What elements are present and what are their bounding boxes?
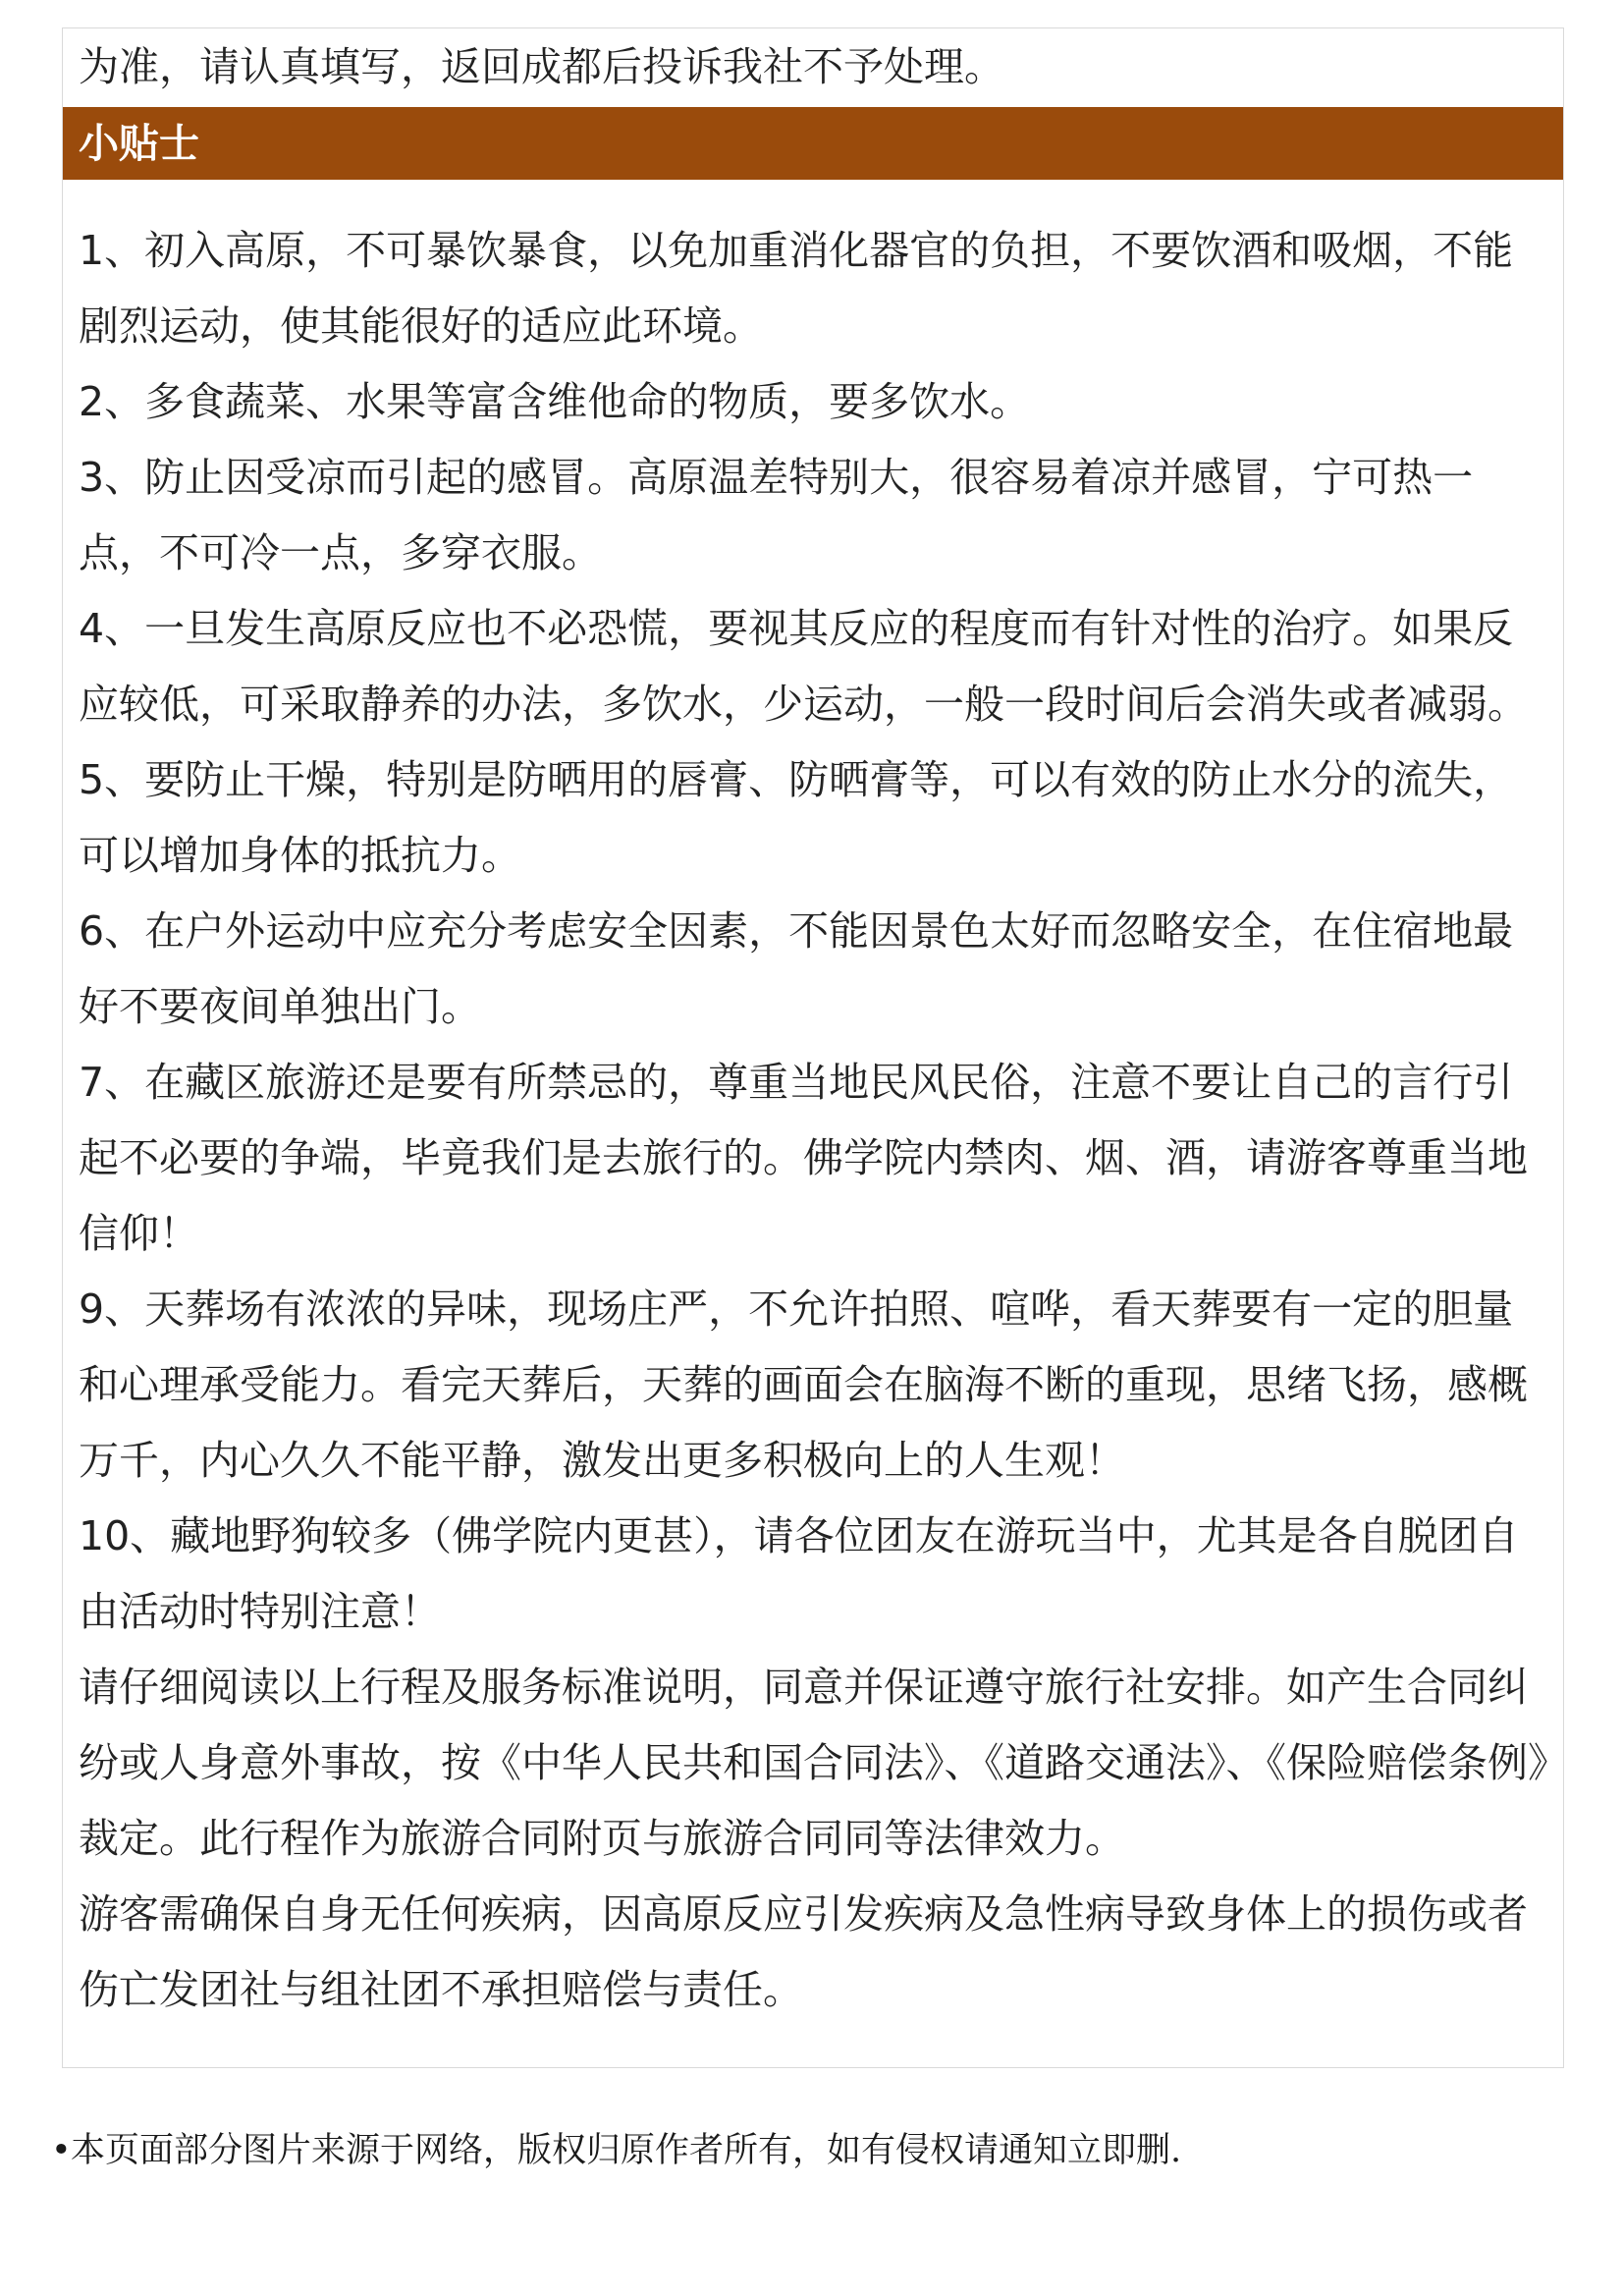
tip-item: 6、在户外运动中应充分考虑安全因素，不能因景色太好而忽略安全，在住宿地最好不要夜间单独出门。 bbox=[79, 907, 1514, 1030]
tip-item: 3、防止因受凉而引起的感冒。高原温差特别大，很容易着凉并感冒，宁可热一点，不可冷一点，多穿衣服。 bbox=[79, 454, 1474, 576]
tip-item: 2、多食蔬菜、水果等富含维他命的物质，要多饮水。 bbox=[79, 378, 1031, 425]
copyright-footnote bbox=[51, 2129, 1181, 2172]
footnote-text: 本页面部分图片来源于网络，版权归原作者所有，如有侵权请通知立即删. bbox=[71, 2131, 1182, 2170]
tip-item: 4、一旦发生高原反应也不必恐慌，要视其反应的程度而有针对性的治疗。如果反应较低，可采取静养的办法，多饮水，少运动，一般一段时间后会消失或者减弱。 bbox=[79, 605, 1528, 728]
tip-item: 1、初入高原，不可暴饮暴食，以免加重消化器官的负担，不要饮酒和吸烟，不能剧烈运动，使其能很好的适应此环境。 bbox=[79, 227, 1514, 350]
liability-paragraph: 游客需确保自身无任何疾病，因高原反应引发疾病及急性病导致身体上的损伤或者伤亡发团社与组社团不承担赔偿与责任。 bbox=[79, 1890, 1528, 2013]
tip-item: 10、藏地野狗较多（佛学院内更甚），请各位团友在游玩当中，尤其是各自脱团自由活动时特别注意！ bbox=[79, 1512, 1519, 1635]
document-box bbox=[62, 27, 1564, 2068]
section-header-tips: 小贴士 bbox=[63, 107, 1563, 180]
agreement-paragraph: 请仔细阅读以上行程及服务标准说明，同意并保证遵守旅行社安排。如产生合同纠纷或人身意外事故，按《中华人民共和国合同法》、《道路交通法》、《保险赔偿条例》裁定。此行程作为旅游合同附页与旅游合同同等法律效力。 bbox=[79, 1664, 1548, 1862]
previous-section-tail: 为准，请认真填写，返回成都后投诉我社不予处理。 bbox=[79, 43, 1004, 90]
tip-item: 9、天葬场有浓浓的异味，现场庄严，不允许拍照、喧哗，看天葬要有一定的胆量和心理承受能力。看完天葬后，天葬的画面会在脑海不断的重现，思绪飞扬，感概万千，内心久久不能平静，激发出更多积极向上的人生观！ bbox=[79, 1285, 1528, 1484]
tips-list bbox=[79, 213, 1551, 2028]
tip-item: 5、要防止干燥，特别是防晒用的唇膏、防晒膏等，可以有效的防止水分的流失，可以增加身体的抵抗力。 bbox=[79, 756, 1514, 879]
bullet-icon: • bbox=[51, 2131, 72, 2170]
tip-item: 7、在藏区旅游还是要有所禁忌的，尊重当地民风民俗，注意不要让自己的言行引起不必要的争端，毕竟我们是去旅行的。佛学院内禁肉、烟、酒，请游客尊重当地信仰！ bbox=[79, 1059, 1528, 1257]
